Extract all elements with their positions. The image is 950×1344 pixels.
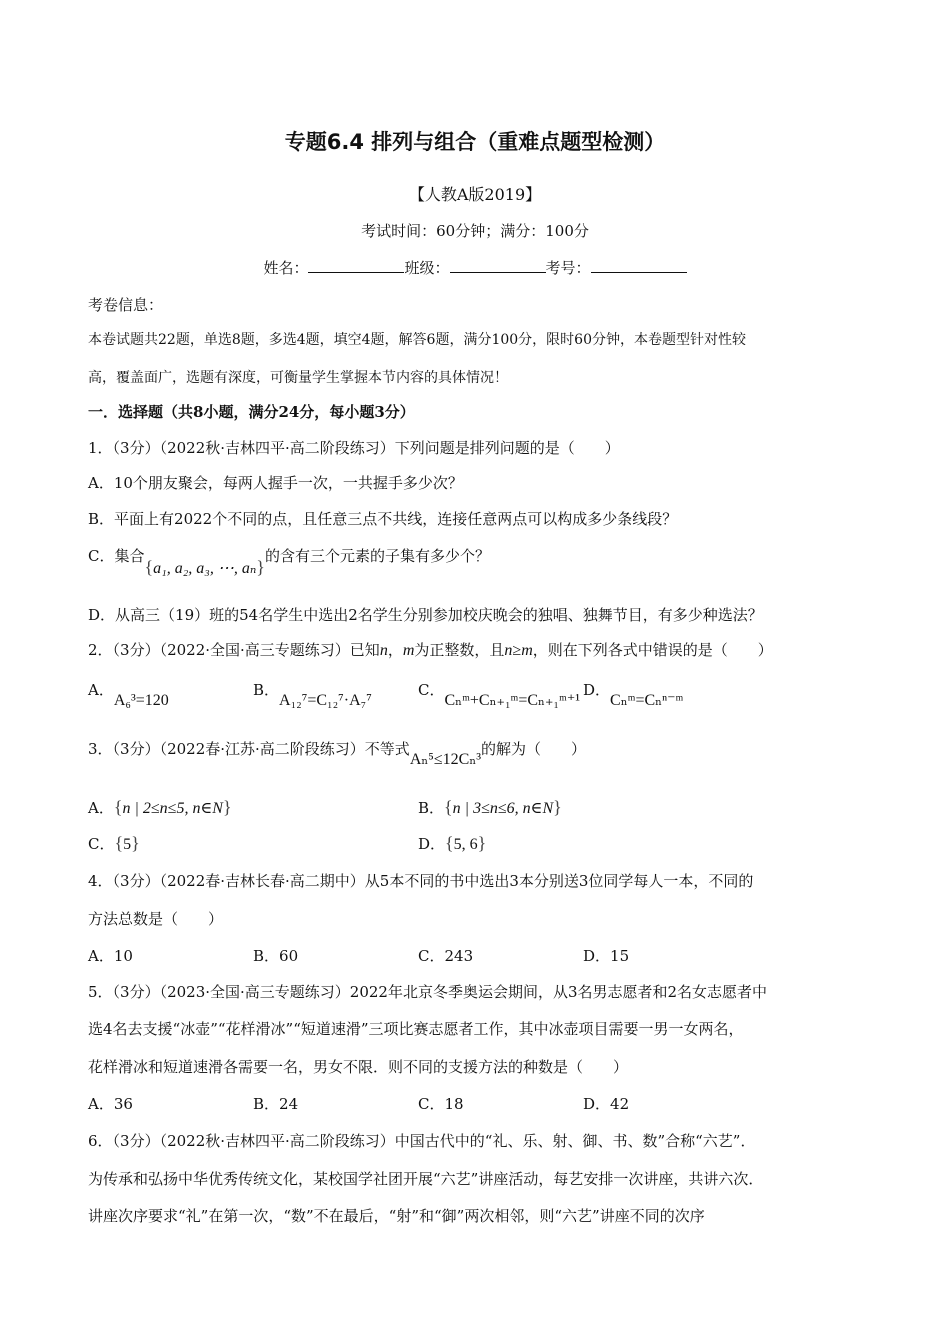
q4-option-d: D．15	[583, 947, 630, 965]
q4-option-c: C．243	[418, 947, 474, 965]
class-blank[interactable]	[450, 258, 546, 273]
q5-option-a: A．36	[88, 1095, 133, 1113]
q1-stem: 1．（3分）（2022秋·吉林四平·高二阶段练习）下列问题是排列问题的是（ ）	[88, 439, 620, 457]
q2-stem: 2．（3分）（2022·全国·高三专题练习）已知n，m为正整数，且n≥m，则在下列各式中错误的是（ ）	[88, 641, 773, 659]
q1-option-c	[88, 545, 490, 577]
q2-option-d: D．Cₙᵐ=Cₙⁿ⁻ᵐ	[583, 681, 684, 709]
q1-option-b: B．平面上有2022个不同的点，且任意三点不共线，连接任意两点可以构成多少条线段？	[88, 510, 678, 528]
info-label: 考卷信息：	[88, 296, 164, 314]
id-blank[interactable]	[591, 258, 687, 273]
q5-option-b: B．24	[253, 1095, 299, 1113]
q3-option-c: C．{5}	[88, 833, 140, 853]
q1-set-expression: {a₁, a₂, a₃, ⋯, aₙ}	[144, 557, 265, 577]
q2-option-a: A．A₆³=120	[88, 681, 169, 709]
q5-stem-1: 5．（3分）（2023·全国·高三专题练习）2022年北京冬季奥运会期间，从3名男志愿者和2名女志愿者中	[88, 983, 768, 1001]
q4-option-b: B．60	[253, 947, 299, 965]
name-blank[interactable]	[308, 258, 404, 273]
q3-option-b: B．{n | 3≤n≤6, n∈N}	[418, 797, 562, 817]
q6-stem-2: 为传承和弘扬中华优秀传统文化，某校国学社团开展“六艺”讲座活动，每艺安排一次讲座，共讲六次．	[88, 1170, 764, 1188]
q6-stem-3: 讲座次序要求“礼”在第一次，“数”不在最后，“射”和“御”两次相邻，则“六艺”讲座不同的次序	[88, 1207, 705, 1225]
q1-option-d: D．从高三（19）班的54名学生中选出2名学生分别参加校庆晚会的独唱、独舞节目，有多少种选法？	[88, 606, 763, 624]
q4-option-a: A．10	[88, 947, 133, 965]
q3-option-d: D．{5, 6}	[418, 833, 487, 853]
name-label: 姓名：	[263, 259, 309, 277]
edition-label: 【人教A版2019】	[408, 185, 542, 204]
exam-time: 考试时间：60分钟；满分：100分	[361, 222, 589, 240]
q6-stem-1: 6．（3分）（2022秋·吉林四平·高二阶段练习）中国古代中的“礼、乐、射、御、书、数”合称“六艺”．	[88, 1132, 756, 1150]
info-text-1: 本卷试题共22题，单选8题，多选4题，填空4题，解答6题，满分100分，限时60分钟，本卷题型针对性较	[88, 332, 746, 348]
q4-stem-2: 方法总数是（ ）	[88, 910, 224, 928]
q1-option-c-tail: 的含有三个元素的子集有多少个？	[264, 547, 490, 565]
q2-option-b: B．A₁₂⁷=C₁₂⁷·A₇⁷	[253, 681, 372, 709]
section-heading: 一．选择题（共8小题，满分24分，每小题3分）	[88, 403, 415, 421]
q1-option-c-label: C．集合	[88, 547, 145, 565]
q3-stem: 3．（3分）（2022春·江苏·高二阶段练习）不等式Aₙ⁵≤12Cₙ³的解为（ ）	[88, 740, 587, 768]
class-label: 班级：	[404, 259, 450, 277]
q1-option-a: A．10个朋友聚会，每两人握手一次，一共握手多少次？	[88, 474, 463, 492]
q5-stem-3: 花样滑冰和短道速滑各需要一名，男女不限．则不同的支援方法的种数是（ ）	[88, 1058, 629, 1076]
q4-stem-1: 4．（3分）（2022春·吉林长春·高二期中）从5本不同的书中选出3本分别送3位同学每人一本，不同的	[88, 872, 754, 890]
q5-stem-2: 选4名去支援“冰壶”“花样滑冰”“短道速滑”三项比赛志愿者工作，其中冰壶项目需要一男一女两名，	[88, 1020, 744, 1038]
id-label: 考号：	[545, 259, 591, 277]
q5-option-c: C．18	[418, 1095, 464, 1113]
info-text-2: 高，覆盖面广，选题有深度，可衡量学生掌握本节内容的具体情况！	[88, 370, 508, 386]
page-title: 专题6.4 排列与组合（重难点题型检测）	[284, 130, 666, 154]
q2-option-c: C．Cₙᵐ+Cₙ₊₁ᵐ=Cₙ₊₁ᵐ⁺¹	[418, 681, 581, 709]
student-info-row	[0, 257, 950, 278]
q5-option-d: D．42	[583, 1095, 630, 1113]
q3-option-a: A．{n | 2≤n≤5, n∈N}	[88, 797, 232, 817]
